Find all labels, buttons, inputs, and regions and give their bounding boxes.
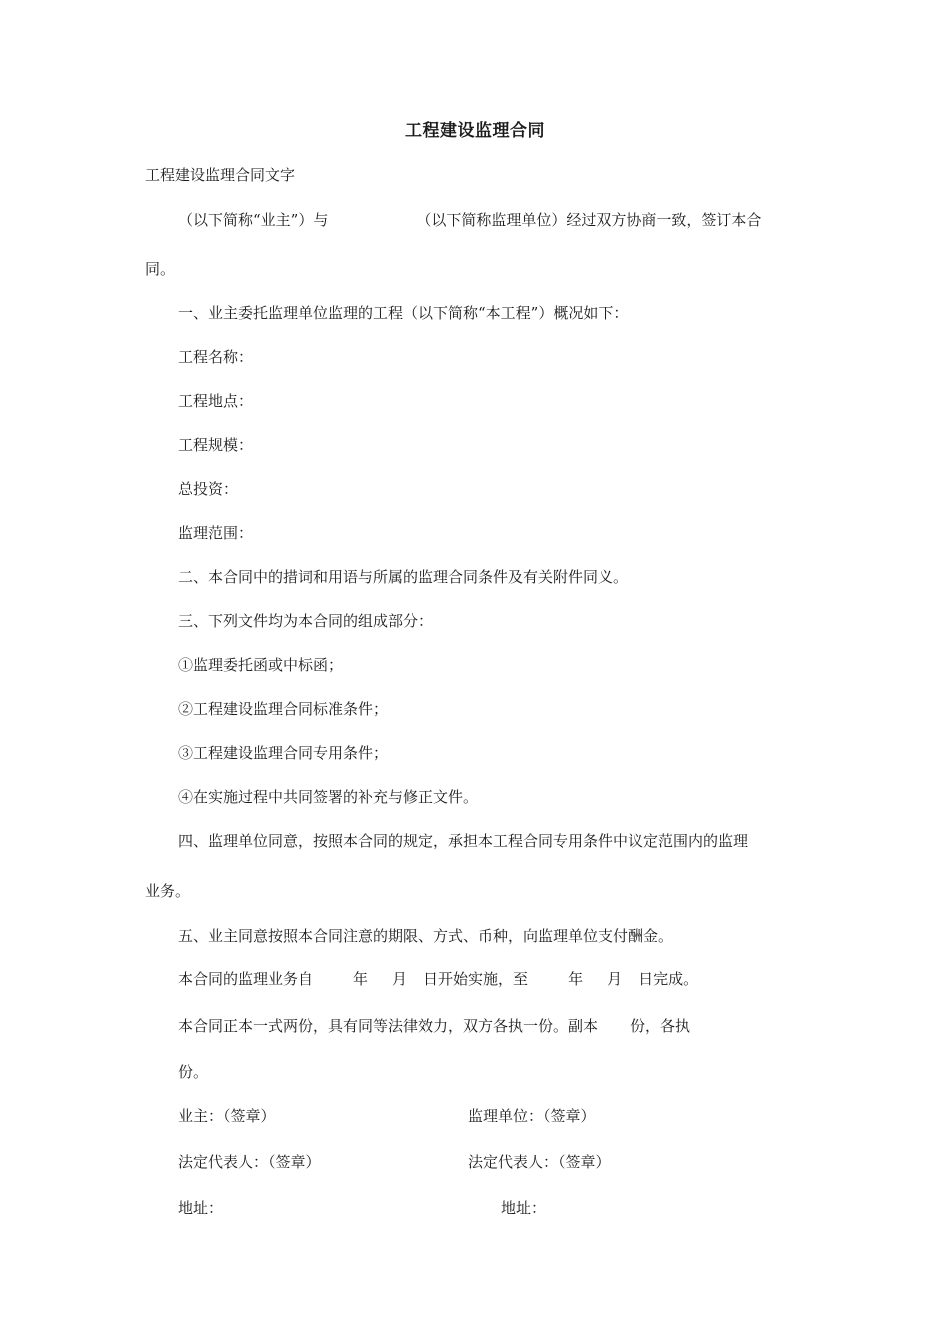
- intro-part-b: （以下简称监理单位）经过双方协商一致，签订本合: [416, 211, 762, 229]
- clause-2: 二、本合同中的措词和用语与所属的监理合同条件及有关附件同义。: [178, 568, 629, 586]
- intro-part-c: 同。: [145, 260, 176, 278]
- clause-5: 五、业主同意按照本合同注意的期限、方式、币种，向监理单位支付酬金。: [178, 927, 674, 945]
- owner-address: 地址：: [178, 1199, 224, 1217]
- period-line: [178, 968, 698, 990]
- copies-cont: 份。: [178, 1063, 209, 1081]
- period-day-2: 日完成。: [638, 970, 699, 988]
- period-month-1: 月: [392, 970, 408, 988]
- copies-line: [178, 1015, 690, 1037]
- owner-signature: 业主：（签章）: [178, 1107, 276, 1125]
- list-item-1: ①监理委托函或中标函；: [178, 656, 344, 674]
- copies-text: 本合同正本一式两份，具有同等法律效力，双方各执一份。副本: [178, 1017, 599, 1035]
- copies-each: 份，各执: [630, 1017, 691, 1035]
- field-project-scale: 工程规模：: [178, 436, 254, 454]
- field-total-investment: 总投资：: [178, 480, 239, 498]
- list-item-2: ②工程建设监理合同标准条件；: [178, 700, 389, 718]
- supervisor-address: 地址：: [501, 1199, 547, 1217]
- period-year-2: 年: [568, 970, 584, 988]
- field-project-name: 工程名称：: [178, 348, 254, 366]
- field-scope: 监理范围：: [178, 524, 254, 542]
- document-subtitle: 工程建设监理合同文字: [145, 166, 296, 184]
- owner-representative: 法定代表人：（签章）: [178, 1153, 321, 1171]
- intro-part-a: （以下简称“业主”）与: [178, 211, 329, 229]
- supervisor-signature: 监理单位：（签章）: [468, 1107, 596, 1125]
- period-day-1: 日开始实施，至: [423, 970, 529, 988]
- field-project-location: 工程地点：: [178, 392, 254, 410]
- period-year-1: 年: [353, 970, 369, 988]
- list-item-3: ③工程建设监理合同专用条件；: [178, 744, 389, 762]
- document-title: 工程建设监理合同: [405, 121, 545, 141]
- period-month-2: 月: [607, 970, 623, 988]
- intro-line: [178, 209, 761, 231]
- clause-1: 一、业主委托监理单位监理的工程（以下简称“本工程”）概况如下：: [178, 304, 629, 322]
- clause-4-cont: 业务。: [145, 882, 191, 900]
- supervisor-representative: 法定代表人：（签章）: [468, 1153, 611, 1171]
- period-text-start: 本合同的监理业务自: [178, 970, 314, 988]
- list-item-4: ④在实施过程中共同签署的补充与修正文件。: [178, 788, 479, 806]
- clause-4: 四、监理单位同意，按照本合同的规定，承担本工程合同专用条件中议定范围内的监理: [178, 832, 749, 850]
- clause-3: 三、下列文件均为本合同的组成部分：: [178, 612, 434, 630]
